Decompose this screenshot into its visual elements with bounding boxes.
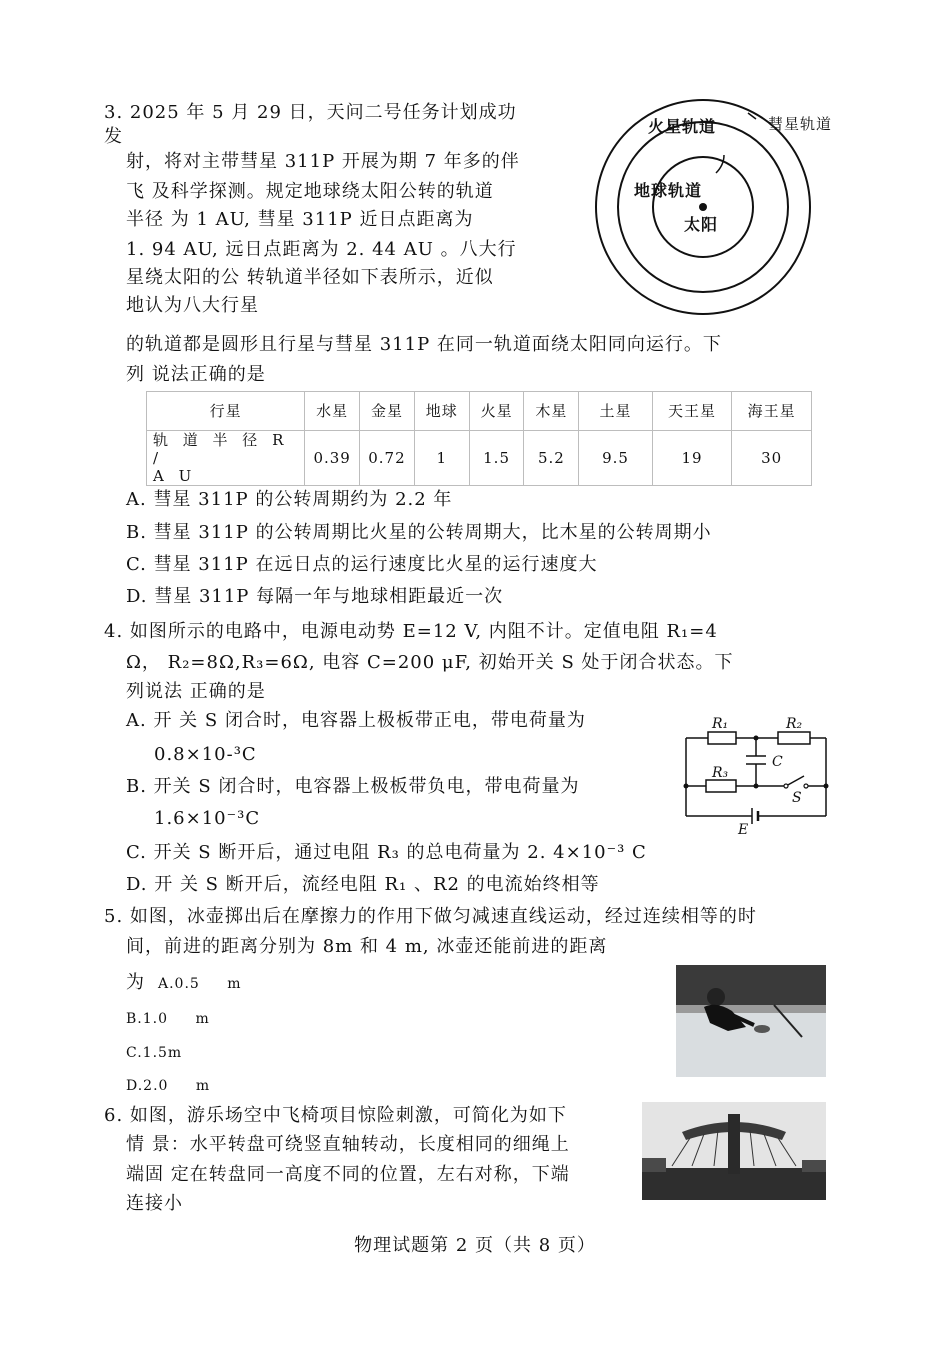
table-row-label <box>147 431 305 486</box>
q5-option-a: A.0.5 m <box>158 976 242 992</box>
curling-photo <box>676 965 826 1077</box>
q3-line-3: 射，将对主带彗星 311P 开展为期 7 年多的伴 <box>126 151 520 172</box>
table-header-cell: 海王星 <box>732 392 812 431</box>
earth-orbit-label: 地球轨道 <box>634 181 703 200</box>
table-header-cell: 木星 <box>524 392 579 431</box>
q3-line-8: 地认为八大行星 <box>126 295 259 316</box>
circuit-label-r1: R₁ <box>712 716 729 732</box>
table-cell: 5.2 <box>524 431 579 486</box>
q4-line-3: 列说法 正确的是 <box>126 681 266 702</box>
q3-option-a: A. 彗星 311P 的公转周期约为 2.2 年 <box>126 489 453 510</box>
circuit-label-r3: R₃ <box>712 765 729 781</box>
circuit-label-e: E <box>738 822 749 838</box>
q3-option-b: B. 彗星 311P 的公转周期比火星的公转周期大，比木星的公转周期小 <box>126 522 712 543</box>
q6-line-2: 情 景：水平转盘可绕竖直轴转动，长度相同的细绳上 <box>126 1134 570 1155</box>
page-footer: 物理试题第 2 页（共 8 页） <box>354 1235 596 1256</box>
mars-orbit-label: 火星轨道 <box>648 117 717 136</box>
q3-option-d: D. 彗星 311P 每隔一年与地球相距最近一次 <box>126 586 504 607</box>
planet-orbit-table <box>146 391 812 486</box>
q3-option-c: C. 彗星 311P 在远日点的运行速度比火星的运行速度大 <box>126 554 598 575</box>
q4-option-a-value: 0.8×10-³C <box>154 744 257 765</box>
circuit-label-s: S <box>792 790 802 806</box>
q3-line-5: 半径 为 1 AU, 彗星 311P 近日点距离为 <box>126 209 474 230</box>
q4-option-c: C. 开关 S 断开后，通过电阻 R₃ 的总电荷量为 2. 4×10⁻³ C <box>126 842 647 863</box>
q3-line-10: 列 说法正确的是 <box>126 364 266 385</box>
q4-option-d: D. 开 关 S 断开后，流经电阻 R₁ 、R2 的电流始终相等 <box>126 874 600 895</box>
swing-ride-scene <box>642 1102 826 1200</box>
q3-line-1: 3. 2025 年 5 月 29 日，天问二号任务计划成功 <box>104 102 517 123</box>
table-cell: 0.39 <box>305 431 360 486</box>
table-cell: 1.5 <box>469 431 524 486</box>
q5-option-b: B.1.0 m <box>126 1011 210 1027</box>
q6-line-3: 端固 定在转盘同一高度不同的位置，左右对称，下端 <box>126 1164 570 1185</box>
q5-prefix: 为 <box>126 972 145 993</box>
q3-line-9: 的轨道都是圆形且行星与彗星 311P 在同一轨道面绕太阳同向运行。下 <box>126 334 722 355</box>
q4-line-2: Ω， R₂=8Ω,R₃=6Ω, 电容 C=200 μF, 初始开关 S 处于闭合状态。下 <box>126 652 734 673</box>
q5-option-c: C.1.5m <box>126 1045 183 1061</box>
table-cell: 30 <box>732 431 812 486</box>
circuit-diagram <box>678 710 834 838</box>
q5-line-2: 间，前进的距离分别为 8m 和 4 m, 冰壶还能前进的距离 <box>126 936 608 957</box>
q3-line-2: 发 <box>104 126 123 147</box>
sun-label: 太阳 <box>684 215 719 234</box>
q6-line-1: 6. 如图，游乐场空中飞椅项目惊险刺激，可简化为如下 <box>104 1105 567 1126</box>
q4-option-b: B. 开关 S 闭合时，电容器上极板带负电，带电荷量为 <box>126 776 580 797</box>
comet-orbit-label: 彗星轨道 <box>768 115 833 133</box>
q5-option-d: D.2.0 m <box>126 1078 211 1094</box>
table-header-cell: 行星 <box>147 392 305 431</box>
table-cell: 1 <box>414 431 469 486</box>
table-cell: 9.5 <box>579 431 652 486</box>
row-label-line-1: 轨 道 半 径 R / <box>153 431 289 467</box>
q3-line-4: 飞 及科学探测。规定地球绕太阳公转的轨道 <box>126 181 494 202</box>
q6-line-4: 连接小 <box>126 1193 183 1214</box>
switch-lever <box>786 776 804 786</box>
table-header-cell: 地球 <box>414 392 469 431</box>
table-cell: 19 <box>652 431 732 486</box>
table-header-cell: 天王星 <box>652 392 732 431</box>
q3-line-6: 1. 94 AU, 远日点距离为 2. 44 AU 。八大行 <box>126 239 517 260</box>
row-label-line-2: A U <box>153 467 197 485</box>
q3-line-7: 星绕太阳的公 转轨道半径如下表所示，近似 <box>126 267 494 288</box>
q4-line-1: 4. 如图所示的电路中，电源电动势 E=12 V, 内阻不计。定值电阻 R₁=4 <box>104 621 718 642</box>
table-header-cell: 火星 <box>469 392 524 431</box>
table-header-cell: 土星 <box>579 392 652 431</box>
curling-scene <box>676 965 826 1077</box>
table-header-cell: 金星 <box>360 392 415 431</box>
table-cell: 0.72 <box>360 431 415 486</box>
q4-option-b-value: 1.6×10⁻³C <box>154 808 261 829</box>
swing-ride-photo <box>642 1102 826 1200</box>
circuit-label-c: C <box>772 754 783 770</box>
table-header-cell: 水星 <box>305 392 360 431</box>
q4-option-a: A. 开 关 S 闭合时，电容器上极板带正电，带电荷量为 <box>126 710 586 731</box>
table-row <box>147 431 812 486</box>
q5-line-1: 5. 如图，冰壶掷出后在摩擦力的作用下做匀减速直线运动，经过连续相等的时 <box>104 906 757 927</box>
circuit-label-r2: R₂ <box>786 716 803 732</box>
table-header-row <box>147 392 812 431</box>
